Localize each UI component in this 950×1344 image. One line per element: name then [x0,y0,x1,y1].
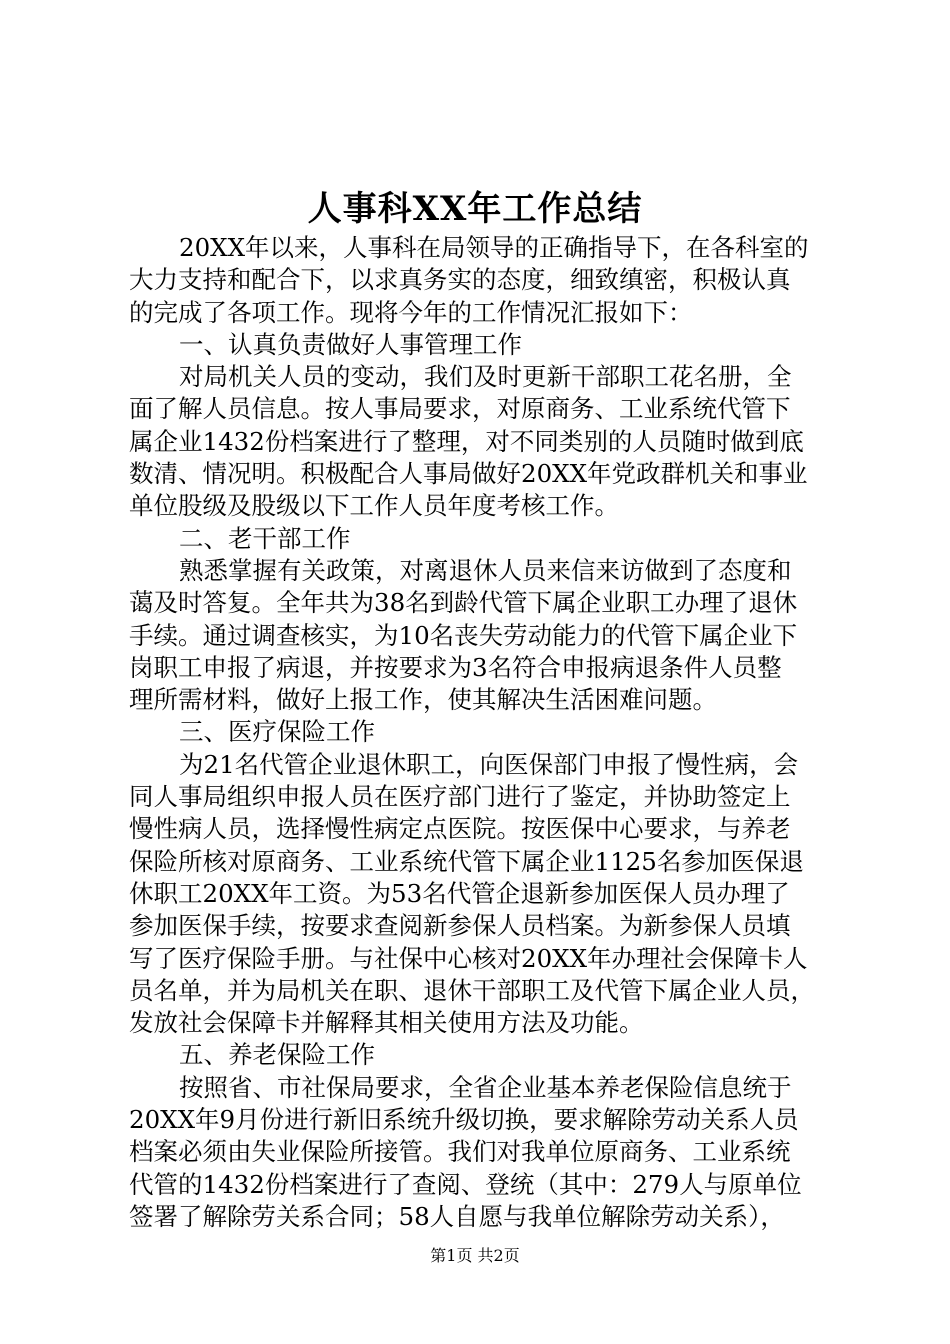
page-footer: 第1页 共2页 [430,1246,520,1265]
paragraph-line: 代管的1432份档案进行了查阅、登统（其中：279人与原单位 [129,1169,802,1199]
paragraph-line: 属企业1432份档案进行了整理，对不同类别的人员随时做到底 [129,426,804,456]
paragraph-line: 同人事局组织申报人员在医疗部门进行了鉴定，并协助签定上 [129,782,791,812]
paragraph-line: 手续。通过调查核实，为10名丧失劳动能力的代管下属企业下 [129,620,798,650]
paragraph-line: 发放社会保障卡并解释其相关使用方法及功能。 [129,1008,644,1038]
paragraph-line: 理所需材料，做好上报工作，使其解决生活困难问题。 [129,685,717,715]
paragraph-line: 按照省、市社保局要求，全省企业基本养老保险信息统于 [179,1072,792,1102]
paragraph-line: 慢性病人员，选择慢性病定点医院。按医保中心要求，与养老 [129,814,791,844]
paragraph-line: 参加医保手续，按要求查阅新参保人员档案。为新参保人员填 [129,911,791,941]
paragraph-line: 员名单，并为局机关在职、退休干部职工及代管下属企业人员， [129,975,815,1005]
paragraph-line: 面了解人员信息。按人事局要求，对原商务、工业系统代管下 [129,394,791,424]
paragraph-line: 20XX年9月份进行新旧系统升级切换，要求解除劳动关系人员 [129,1105,799,1135]
paragraph-line: 保险所核对原商务、工业系统代管下属企业1125名参加医保退 [129,846,804,876]
section-heading: 一、认真负责做好人事管理工作 [179,329,522,359]
section-heading: 三、医疗保险工作 [179,717,375,747]
document-body [129,232,829,1233]
section-heading: 二、老干部工作 [179,523,351,553]
paragraph-line: 写了医疗保险手册。与社保中心核对20XX年办理社会保障卡人 [129,943,808,973]
paragraph-line: 休职工20XX年工资。为53名代管企退新参加医保人员办理了 [129,878,790,908]
document-title: 人事科XX年工作总结 [307,189,643,229]
paragraph-line: 大力支持和配合下，以求真务实的态度，细致缜密，积极认真 [129,265,791,295]
paragraph-line: 的完成了各项工作。现将今年的工作情况汇报如下： [129,297,693,327]
paragraph-line: 为21名代管企业退休职工，向医保部门申报了慢性病，会 [179,749,799,779]
paragraph-line: 签署了解除劳关系合同；58人自愿与我单位解除劳动关系）， [129,1201,785,1231]
paragraph-line: 熟悉掌握有关政策，对离退休人员来信来访做到了态度和 [179,555,792,585]
paragraph-line: 单位股级及股级以下工作人员年度考核工作。 [129,491,619,521]
paragraph-line: 数清、情况明。积极配合人事局做好20XX年党政群机关和事业 [129,459,808,489]
paragraph-line: 岗职工申报了病退，并按要求为3名符合申报病退条件人员整 [129,652,782,682]
paragraph-line: 档案必须由失业保险所接管。我们对我单位原商务、工业系统 [129,1137,791,1167]
paragraph-line: 20XX年以来，人事科在局领导的正确指导下，在各科室的 [179,233,809,262]
paragraph-line: 对局机关人员的变动，我们及时更新干部职工花名册，全 [179,362,792,392]
section-heading: 五、养老保险工作 [179,1040,375,1070]
paragraph-line: 蔼及时答复。全年共为38名到龄代管下属企业职工办理了退休 [129,588,798,618]
